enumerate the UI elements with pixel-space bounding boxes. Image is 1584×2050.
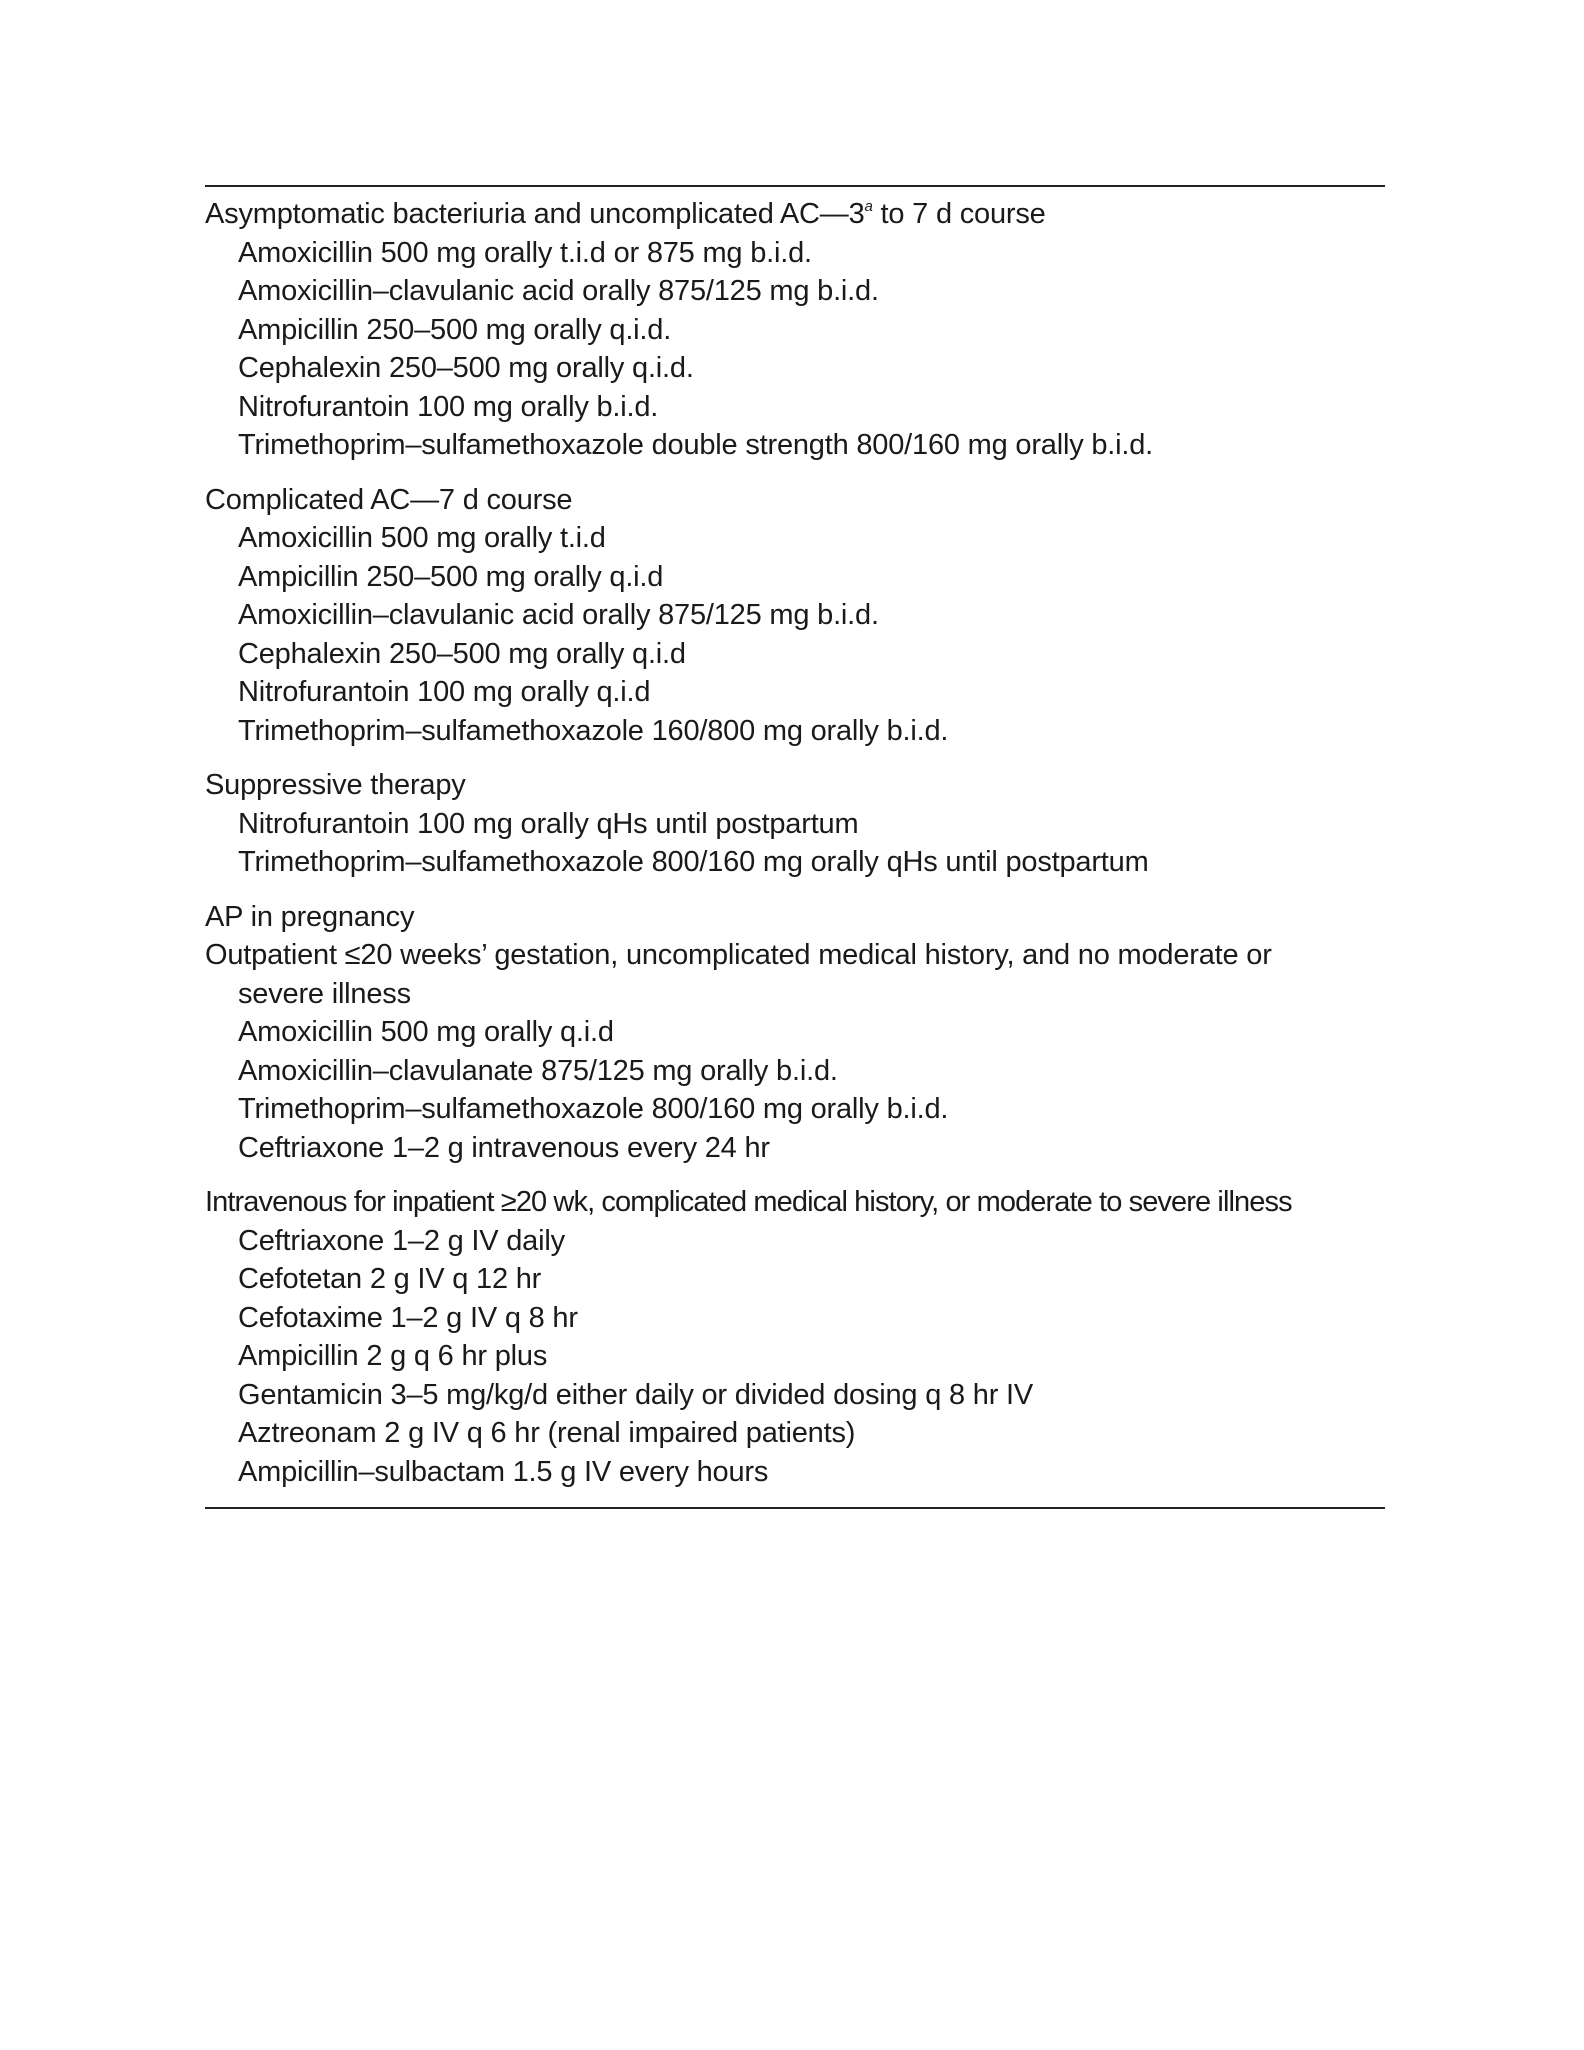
regimen-item: Amoxicillin–clavulanate 875/125 mg orally b.i.d. bbox=[238, 1054, 838, 1087]
section-complicated-ac bbox=[205, 481, 1385, 751]
regimen-item: Aztreonam 2 g IV q 6 hr (renal impaired patients) bbox=[238, 1417, 856, 1449]
top-rule bbox=[205, 185, 1385, 187]
section-heading bbox=[205, 195, 1385, 234]
regimen-item: Nitrofurantoin 100 mg orally qHs until postpartum bbox=[238, 807, 859, 840]
regimen-item: Ampicillin 2 g q 6 hr plus bbox=[238, 1340, 548, 1372]
section-heading: Intravenous for inpatient ≥20 wk, complicated medical history, or moderate to severe illness bbox=[205, 1186, 1292, 1218]
regimen-item: Trimethoprim–sulfamethoxazole 800/160 mg orally b.i.d. bbox=[238, 1093, 949, 1125]
section-heading: Suppressive therapy bbox=[205, 769, 466, 801]
regimen-item: Nitrofurantoin 100 mg orally q.i.d bbox=[238, 676, 651, 708]
footnote-marker: a bbox=[864, 198, 873, 215]
regimen-item: Cephalexin 250–500 mg orally q.i.d bbox=[238, 637, 686, 670]
section-asymptomatic-bacteriuria bbox=[205, 195, 1385, 465]
regimen-item: Nitrofurantoin 100 mg orally b.i.d. bbox=[238, 390, 659, 423]
regimen-item: Amoxicillin–clavulanic acid orally 875/125 mg b.i.d. bbox=[238, 599, 879, 631]
section-subheading-continuation: severe illness bbox=[238, 977, 411, 1010]
section-suppressive-therapy bbox=[205, 766, 1385, 882]
regimen-item: Trimethoprim–sulfamethoxazole double strength 800/160 mg orally b.i.d. bbox=[238, 429, 1154, 461]
regimen-item: Amoxicillin 500 mg orally t.i.d bbox=[238, 522, 606, 554]
section-subheading: Outpatient ≤20 weeks’ gestation, uncomplicated medical history, and no moderate or bbox=[205, 939, 1272, 971]
regimen-item: Amoxicillin 500 mg orally q.i.d bbox=[238, 1016, 614, 1048]
regimen-item: Ampicillin 250–500 mg orally q.i.d bbox=[238, 560, 664, 593]
regimen-item: Cefotetan 2 g IV q 12 hr bbox=[238, 1263, 542, 1295]
regimen-item: Gentamicin 3–5 mg/kg/d either daily or divided dosing q 8 hr IV bbox=[238, 1378, 1034, 1411]
regimen-item: Trimethoprim–sulfamethoxazole 160/800 mg orally b.i.d. bbox=[238, 714, 949, 747]
section-ap-in-pregnancy bbox=[205, 898, 1385, 1168]
section-heading: Complicated AC—7 d course bbox=[205, 483, 573, 516]
bottom-rule bbox=[205, 1507, 1385, 1509]
regimen-item: Ceftriaxone 1–2 g intravenous every 24 hr bbox=[238, 1131, 770, 1164]
regimen-item: Ampicillin 250–500 mg orally q.i.d. bbox=[238, 313, 672, 346]
regimen-item: Trimethoprim–sulfamethoxazole 800/160 mg orally qHs until postpartum bbox=[238, 846, 1149, 878]
heading-text: Asymptomatic bacteriuria and uncomplicated AC—3 bbox=[205, 198, 865, 230]
regimen-item: Amoxicillin–clavulanic acid orally 875/125 mg b.i.d. bbox=[238, 275, 879, 307]
section-intravenous-inpatient bbox=[205, 1183, 1385, 1491]
regimen-item: Ceftriaxone 1–2 g IV daily bbox=[238, 1224, 565, 1257]
regimen-item: Cefotaxime 1–2 g IV q 8 hr bbox=[238, 1301, 578, 1334]
heading-text-end: to 7 d course bbox=[872, 198, 1046, 230]
treatment-table bbox=[205, 185, 1385, 1509]
section-heading: AP in pregnancy bbox=[205, 900, 415, 933]
regimen-item: Cephalexin 250–500 mg orally q.i.d. bbox=[238, 352, 694, 384]
regimen-item: Amoxicillin 500 mg orally t.i.d or 875 mg b.i.d. bbox=[238, 236, 812, 269]
regimen-item: Ampicillin–sulbactam 1.5 g IV every hours bbox=[238, 1455, 769, 1488]
